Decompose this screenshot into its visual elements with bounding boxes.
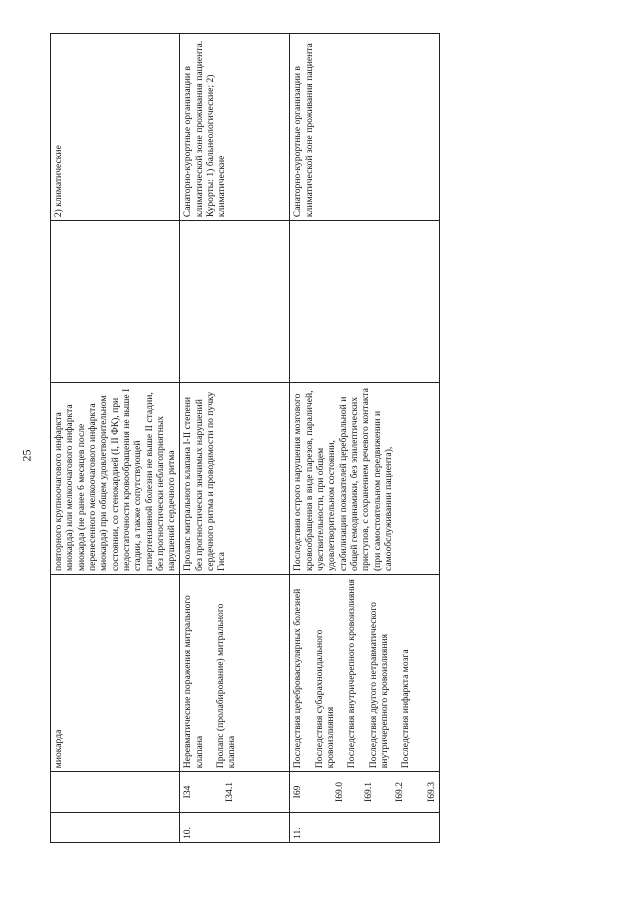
condition-description: Последствия острого нарушения мозгового кровообращения в виде парезов, параличей, чувствительности, при общем удовлетворительном состоянии, стабилизации показателей церебральной и общей гемодинамики, без эпилептических приступов, с сохранением речевого контакта (при самостоятельном передвижении и самообслуживании пациента), (290, 382, 440, 574)
disease-name: Последствия инфаркта мозга (400, 649, 412, 769)
row-number (51, 812, 180, 842)
treatment-facilities: 2) климатические (51, 34, 180, 221)
indications-table (50, 33, 440, 843)
disease-name: Неревматические поражения митрального клапана (182, 595, 205, 769)
disease-name: Последствия цереброваскулярных болезней (292, 588, 304, 769)
condition-description: повторного крупноочагового инфаркта миокарда) или мелкоочагового инфаркта миокарда (не ранее 6 месяцев после перенесенного мелкоочагового инфаркта миокарда) при общем удовлетворительном состоянии, со стенокардией (I, II ФК), при недостаточности кровообращения не выше I стадии, а также сопутствующей гипертензивной болезни не выше II стадии, без прогностически неблагоприятных нарушений сердечного ритма (51, 382, 180, 574)
treatment-facilities: Санаторно-курортные организации в климатической зоне проживания пациента. Курорты: 1) бальнеологические; 2) климатические (180, 34, 290, 221)
icd-code: I69 (292, 785, 304, 799)
row-number: 11. (290, 812, 440, 842)
icd-code-cell (290, 772, 440, 812)
icd-code: I69.2 (394, 781, 406, 802)
page-number: 25 (19, 449, 34, 462)
disease-name: миокарда (51, 575, 180, 772)
rotated-table (50, 33, 437, 843)
icd-code: I69.3 (425, 781, 437, 802)
disease-name: Последствия внутричерепного кровоизлияния (346, 579, 358, 769)
disease-name: Последствия другого нетравматического внутричерепного кровоизлияния (367, 602, 390, 769)
table-container (50, 33, 437, 843)
resort-blank (290, 221, 440, 383)
disease-name: Пролапс (пролабирование) митрального клапана (215, 603, 238, 769)
disease-name-cell (290, 575, 440, 772)
icd-code (51, 772, 180, 812)
icd-code-cell (180, 772, 290, 812)
table-row (290, 34, 440, 843)
icd-code: I69.0 (333, 781, 345, 802)
row-number: 10. (180, 812, 290, 842)
table-row (180, 34, 290, 843)
icd-code: I34.1 (223, 781, 235, 802)
treatment-facilities: Санаторно-курортные организации в климатической зоне проживания пациента (290, 34, 440, 221)
disease-name-cell (180, 575, 290, 772)
table-row (51, 34, 180, 843)
resort-blank (180, 221, 290, 383)
icd-code: I69.1 (363, 781, 375, 802)
resort-blank (51, 221, 180, 383)
disease-name: Последствия субарахноидального кровоизлияния (313, 629, 337, 769)
condition-description: Пролапс митрального клапана I-II степени без прогностически значимых нарушений сердечного ритма и проводимости по пучку Гиса (180, 382, 290, 574)
icd-code: I34 (182, 785, 194, 799)
